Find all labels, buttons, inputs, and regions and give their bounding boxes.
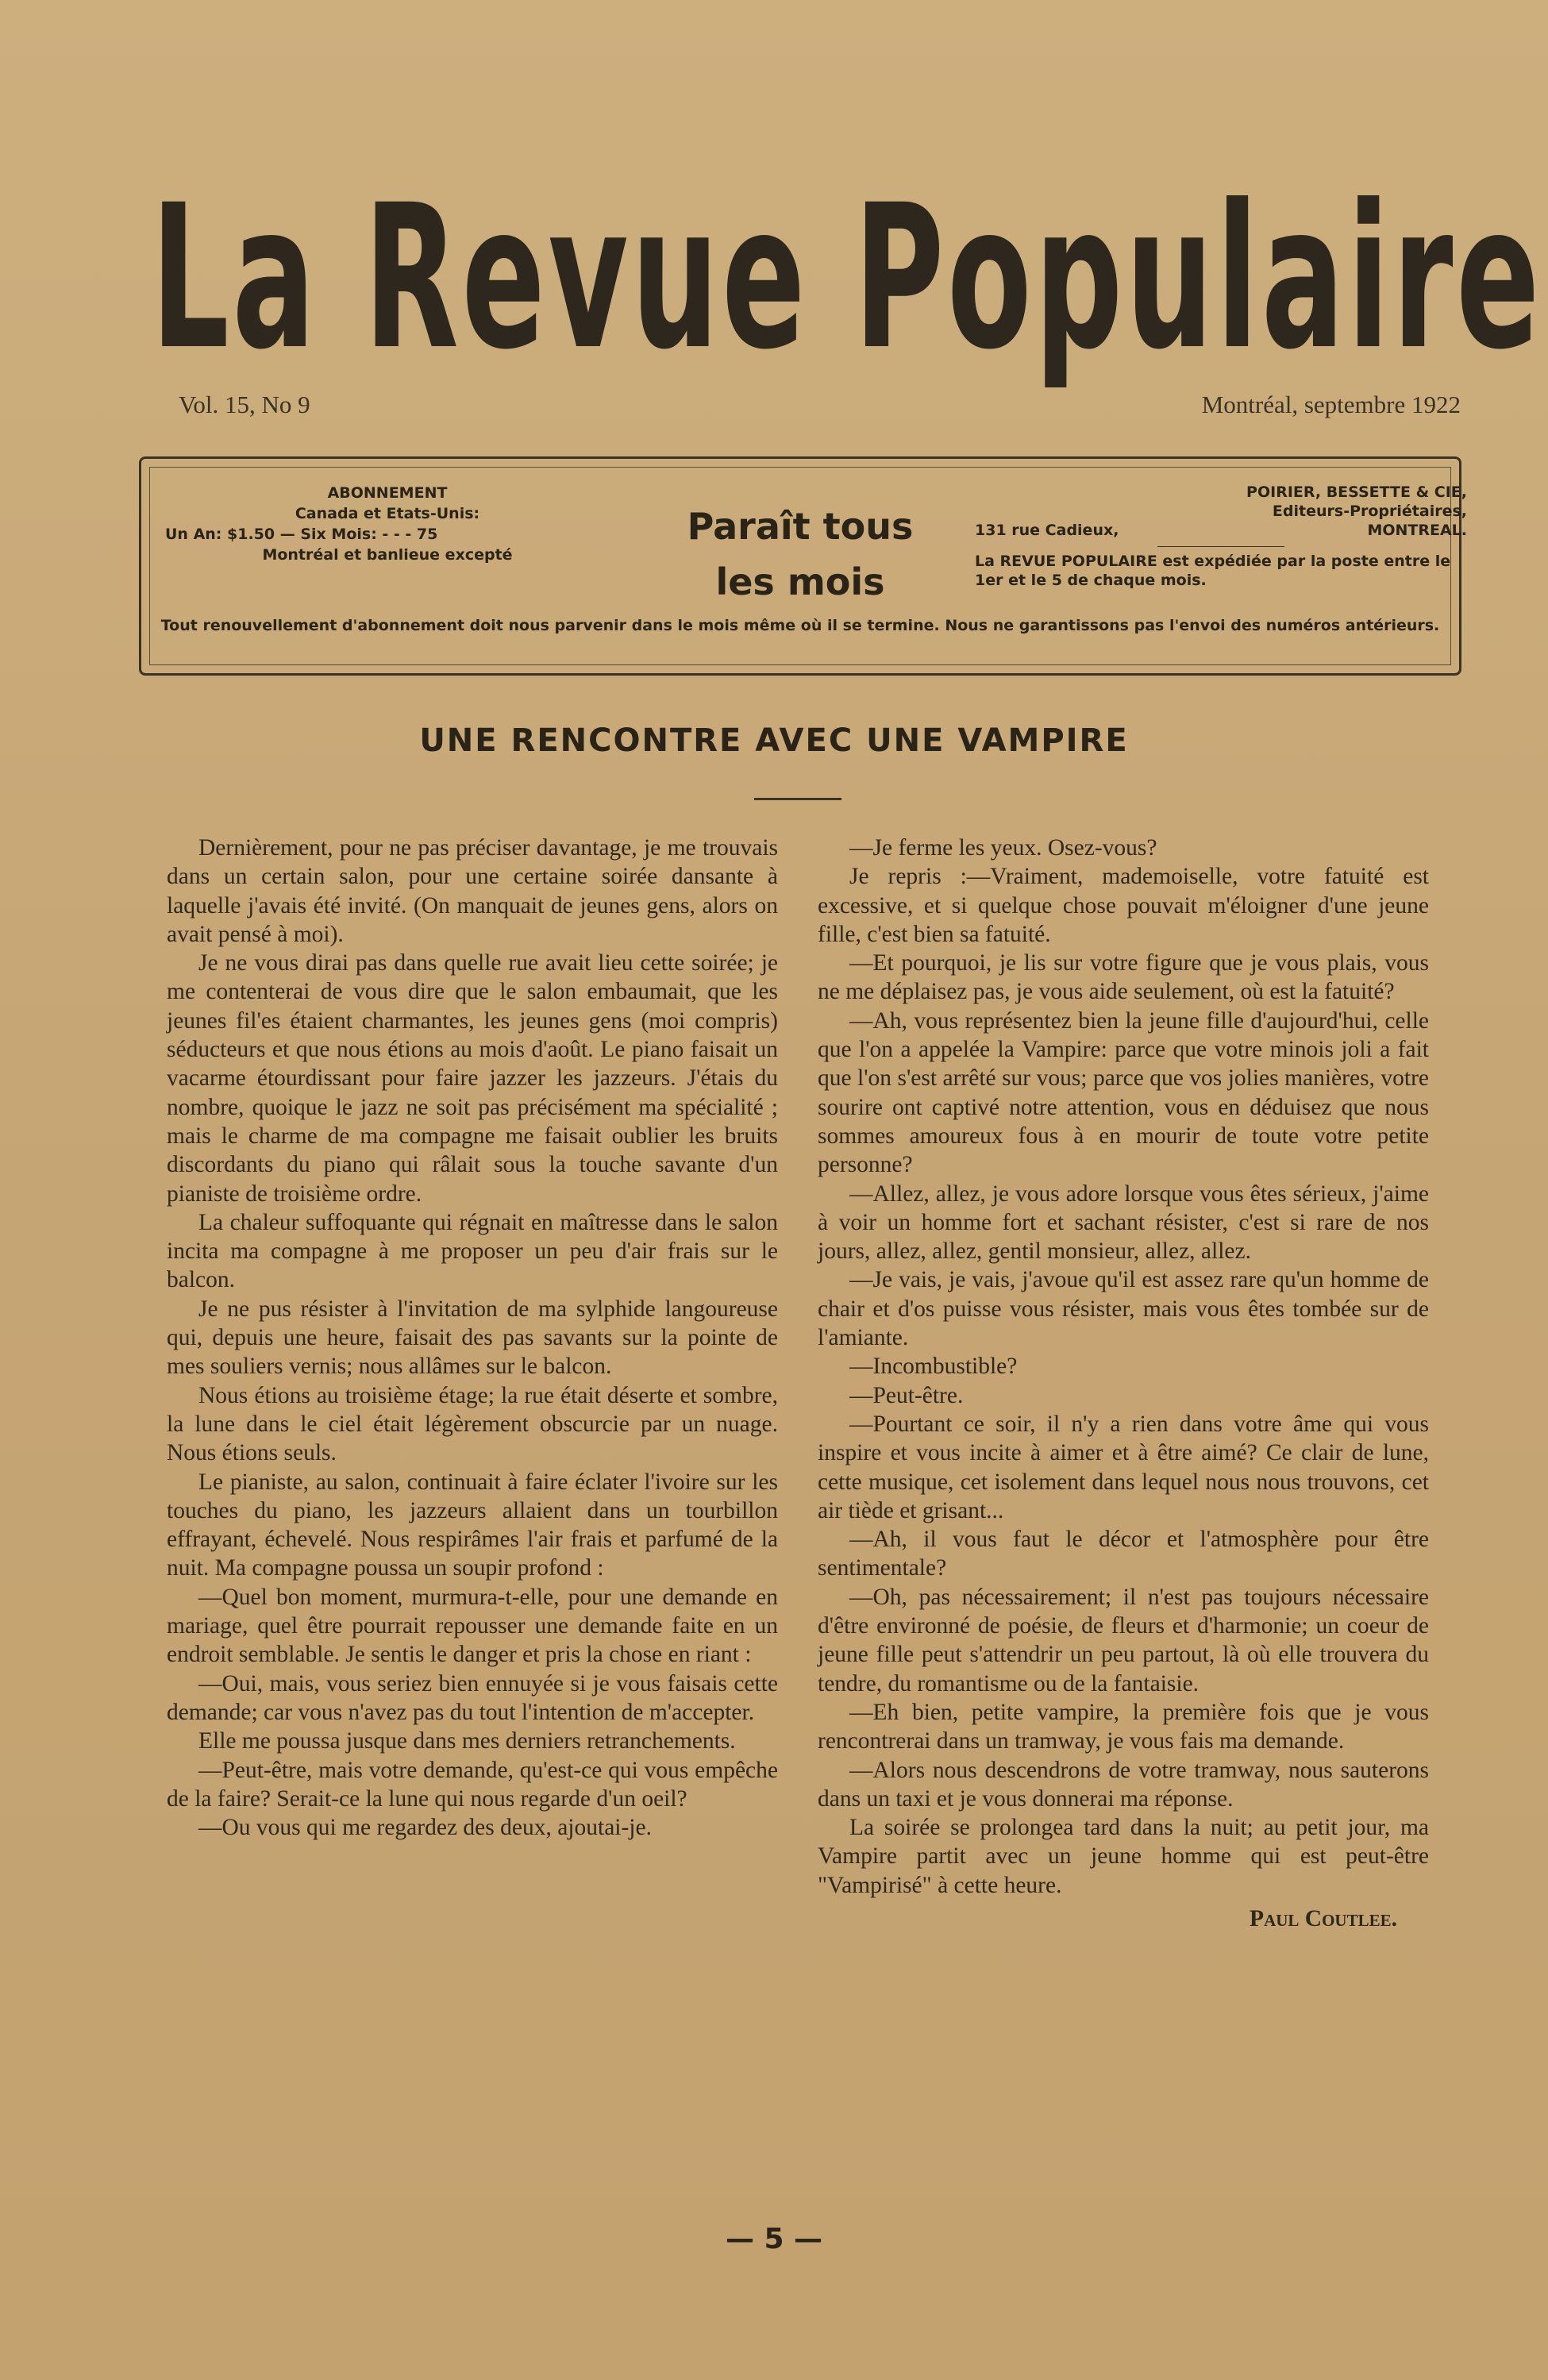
paragraph: Elle me poussa jusque dans mes derniers retranchements. <box>198 1728 736 1754</box>
publisher-role: Editeurs-Propriétaires, <box>1272 503 1467 520</box>
paragraph: —Alors nous descendrons de votre tramway, nous sauterons dans un taxi et je vous donnerai ma réponse. <box>818 1757 1429 1812</box>
frequency-line-2: les mois <box>715 560 885 603</box>
paragraph: La chaleur suffoquante qui régnait en maîtresse dans le salon incita ma compagne à me proposer un peu d'air frais sur le balcon. <box>167 1209 778 1293</box>
publisher-info <box>975 483 1467 590</box>
subscription-exception: Montréal et banlieue excepté <box>262 546 513 564</box>
paragraph: —Je ferme les yeux. Osez-vous? <box>849 835 1157 861</box>
subscription-box <box>139 456 1467 676</box>
paragraph: Le pianiste, au salon, continuait à faire éclater l'ivoire sur les touches du piano, les jazzeurs allaient dans un tourbillon effrayant, échevelé. Nous respirâmes l'air frais et parfumé de la nuit. Ma compagne poussa un soupir profond : <box>167 1469 778 1581</box>
paragraph: —Et pourquoi, je lis sur votre figure que je vous plais, vous ne me déplaisez pas, je vous aide seulement, où est la fatuité? <box>818 950 1429 1005</box>
paragraph: —Quel bon moment, murmura-t-elle, pour une demande en mariage, quel être pourrait repousser une demande faite en un endroit semblable. Je sentis le danger et pris la chose en riant : <box>167 1584 778 1668</box>
paragraph: —Oui, mais, vous seriez bien ennuyée si je vous faisais cette demande; car vous n'avez pas du tout l'intention de m'accepter. <box>167 1670 778 1725</box>
article-column-left <box>167 834 778 1842</box>
headline-rule <box>754 798 841 800</box>
publisher-address: 131 rue Cadieux, <box>975 522 1119 539</box>
publisher-address-line <box>975 521 1467 540</box>
subscription-price: Un An: $1.50 — Six Mois: - - - 75 <box>165 526 438 543</box>
paragraph: —Eh bien, petite vampire, la première fois que je vous rencontrerai dans un tramway, je vous fais ma demande. <box>818 1699 1429 1754</box>
paragraph: —Pourtant ce soir, il n'y a rien dans votre âme qui vous inspire et vous incite à aimer et à être aimé? Ce clair de lune, cette musique, cet isolement dans lequel nous nous trouvons, cet air tiède et grisant... <box>818 1411 1429 1523</box>
paragraph: La soirée se prolongea tard dans la nuit; au petit jour, ma Vampire partit avec un jeune homme qui est peut-être "Vampirisé" à cette heure. <box>818 1815 1429 1898</box>
paragraph: Nous étions au troisième étage; la rue était déserte et sombre, la lune dans le ciel était légèrement obscurcie par un nuage. Nous étions seuls. <box>167 1382 778 1466</box>
paragraph: Je ne pus résister à l'invitation de ma sylphide langoureuse qui, depuis une heure, faisait des pas savants sur la pointe de mes souliers vernis; nous allâmes sur le balcon. <box>167 1296 778 1380</box>
paragraph: —Ou vous qui me regardez des deux, ajoutai-je. <box>198 1815 652 1841</box>
publisher-divider <box>1157 546 1284 547</box>
masthead-title: La Revue Populaire <box>151 162 1543 393</box>
author-signature: Paul Coutlee. <box>1250 1905 1397 1931</box>
frequency-line-1: Paraît tous <box>687 505 914 548</box>
subscription-rates <box>165 483 610 565</box>
publisher-city: MONTREAL. <box>1367 522 1467 539</box>
shipping-note: La REVUE POPULAIRE est expédiée par la poste entre le 1er et le 5 de chaque mois. <box>975 553 1451 589</box>
article-column-right <box>818 834 1429 1933</box>
paragraph: —Peut-être. <box>849 1382 964 1408</box>
paragraph: —Ah, vous représentez bien la jeune fille d'aujourd'hui, celle que l'on a appelée la Vampire: parce que votre minois joli a fait que l'on s'est arrêté sur vous; parce que vos jolies manières, votre sourire ont captivé notre attention, vous en déduisez que nous sommes amoureux fous à en mourir de toute votre petite personne? <box>818 1007 1429 1178</box>
paragraph: Dernièrement, pour ne pas préciser davantage, je me trouvais dans un certain salon, pour une certaine soirée dansante à laquelle j'avais été invité. (On manquait de jeunes gens, alors on avait pensé à moi). <box>167 835 778 947</box>
paragraph: Je repris :—Vraiment, mademoiselle, votre fatuité est excessive, et si quelque chose pouvait m'éloigner d'une jeune fille, c'est bien sa fatuité. <box>818 864 1429 947</box>
paragraph: —Oh, pas nécessairement; il n'est pas toujours nécessaire d'être environné de poésie, de fleurs et d'harmonie; un coeur de jeune fille peut s'attendrir un peu partout, là où elle trouvera du tendre, du romantisme ou de la fantaisie. <box>818 1584 1429 1696</box>
paragraph: —Peut-être, mais votre demande, qu'est-ce qui vous empêche de la faire? Serait-ce la lune qui nous regarde d'un oeil? <box>167 1757 778 1812</box>
subscription-heading: ABONNEMENT <box>327 484 448 502</box>
publisher-name: POIRIER, BESSETTE & CIE, <box>1246 483 1467 501</box>
subscription-region: Canada et Etats-Unis: <box>295 505 480 522</box>
renewal-note: Tout renouvellement d'abonnement doit nous parvenir dans le mois même où il se termine. Nous ne garantissons pas l'envoi des numéros antérieurs. <box>160 617 1440 634</box>
article-headline: UNE RENCONTRE AVEC UNE VAMPIRE <box>419 722 1129 759</box>
page-number: — 5 — <box>725 2223 823 2255</box>
publication-frequency <box>633 499 967 610</box>
paragraph: —Je vais, je vais, j'avoue qu'il est assez rare qu'un homme de chair et d'os puisse vous résister, mais vous êtes tombée sur de l'amiante. <box>818 1267 1429 1351</box>
paragraph: —Ah, il vous faut le décor et l'atmosphère pour être sentimentale? <box>818 1527 1429 1581</box>
volume-number: Vol. 15, No 9 <box>179 391 310 418</box>
paragraph: —Incombustible? <box>849 1354 1018 1380</box>
paragraph: —Allez, allez, je vous adore lorsque vous êtes sérieux, j'aime à voir un homme fort et sachant résister, c'est si rare de nos jours, allez, allez, gentil monsieur, allez, allez. <box>818 1180 1429 1265</box>
paragraph: Je ne vous dirai pas dans quelle rue avait lieu cette soirée; je me contenterai de vous dire que le salon embaumait, que les jeunes fil'es étaient charmantes, les jeunes gens (moi compris) séducteurs et que nous étions au mois d'août. Le piano faisait un vacarme étourdissant pour faire jazzer les jazzeurs. J'étais du nombre, quoique le jazz ne soit pas précisément ma spécialité ; mais le charme de ma compagne me faisait oublier les bruits discordants du piano qui râlait sous la touche savante d'un pianiste de troisième ordre. <box>167 950 778 1207</box>
dateline: Montréal, septembre 1922 <box>1201 391 1461 418</box>
